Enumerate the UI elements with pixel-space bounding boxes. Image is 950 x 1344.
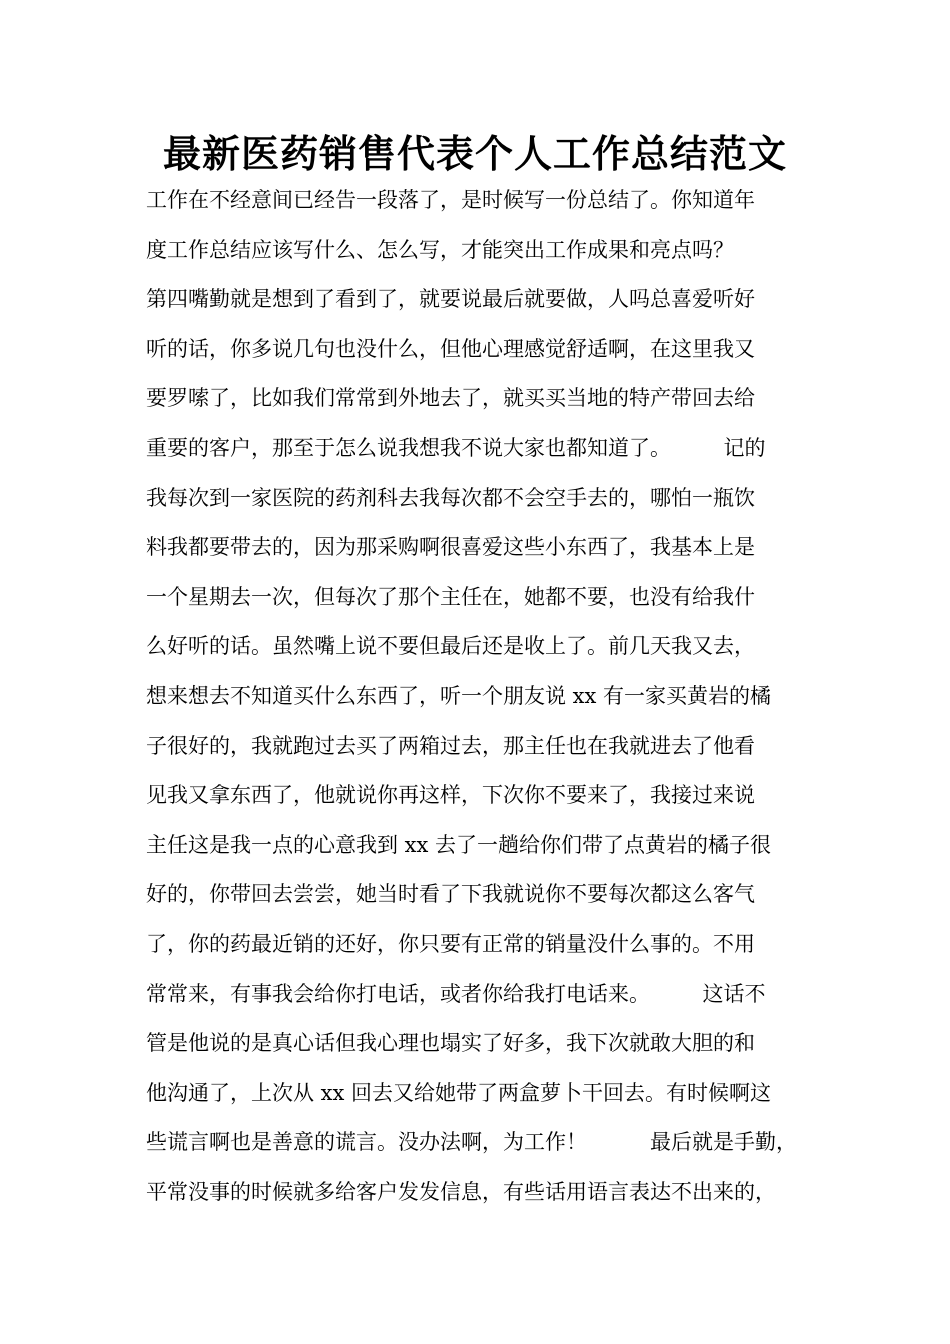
body-line: 一个星期去一次，但每次了那个主任在，她都不要，也没有给我什 xyxy=(146,584,755,609)
body-line: 听的话，你多说几句也没什么，但他心理感觉舒适啊，在这里我又 xyxy=(146,336,755,361)
body-line: 子很好的，我就跑过去买了两箱过去，那主任也在我就进去了他看 xyxy=(146,733,755,758)
body-line: 要罗嗦了，比如我们常常到外地去了，就买买当地的特产带回去给 xyxy=(146,386,755,411)
document-title: 最新医药销售代表个人工作总结范文 xyxy=(162,132,787,176)
body-line: 了，你的药最近销的还好，你只要有正常的销量没什么事的。不用 xyxy=(146,931,755,956)
body-line: 平常没事的时候就多给客户发发信息，有些话用语言表达不出来的， xyxy=(146,1179,776,1204)
body-line: 好的，你带回去尝尝，她当时看了下我就说你不要每次都这么客气 xyxy=(146,882,755,907)
body-line: 想来想去不知道买什么东西了，听一个朋友说 xx 有一家买黄岩的橘 xyxy=(146,683,772,708)
body-line: 工作在不经意间已经告一段落了，是时候写一份总结了。你知道年 xyxy=(146,188,755,212)
body-line: 重要的客户，那至于怎么说我想我不说大家也都知道了。 记的 xyxy=(146,435,766,460)
body-line: 他沟通了，上次从 xx 回去又给她带了两盒萝卜干回去。有时候啊这 xyxy=(146,1080,772,1105)
body-line: 管是他说的是真心话但我心理也塌实了好多，我下次就敢大胆的和 xyxy=(146,1031,755,1056)
body-line: 些谎言啊也是善意的谎言。没办法啊，为工作！ 最后就是手勤， xyxy=(146,1130,797,1155)
body-line: 度工作总结应该写什么、怎么写，才能突出工作成果和亮点吗？ xyxy=(146,237,734,262)
body-line: 主任这是我一点的心意我到 xx 去了一趟给你们带了点黄岩的橘子很 xyxy=(146,832,772,857)
body-line: 我每次到一家医院的药剂科去我每次都不会空手去的，哪怕一瓶饮 xyxy=(146,485,755,510)
document-body xyxy=(146,176,826,1217)
body-line: 第四嘴勤就是想到了看到了，就要说最后就要做，人吗总喜爱听好 xyxy=(146,287,755,312)
body-line: 料我都要带去的，因为那采购啊很喜爱这些小东西了，我基本上是 xyxy=(146,535,755,560)
body-line: 么好听的话。虽然嘴上说不要但最后还是收上了。前几天我又去， xyxy=(146,634,755,659)
body-line: 见我又拿东西了，他就说你再这样，下次你不要来了，我接过来说 xyxy=(146,783,755,808)
body-line: 常常来，有事我会给你打电话，或者你给我打电话来。 这话不 xyxy=(146,981,766,1006)
